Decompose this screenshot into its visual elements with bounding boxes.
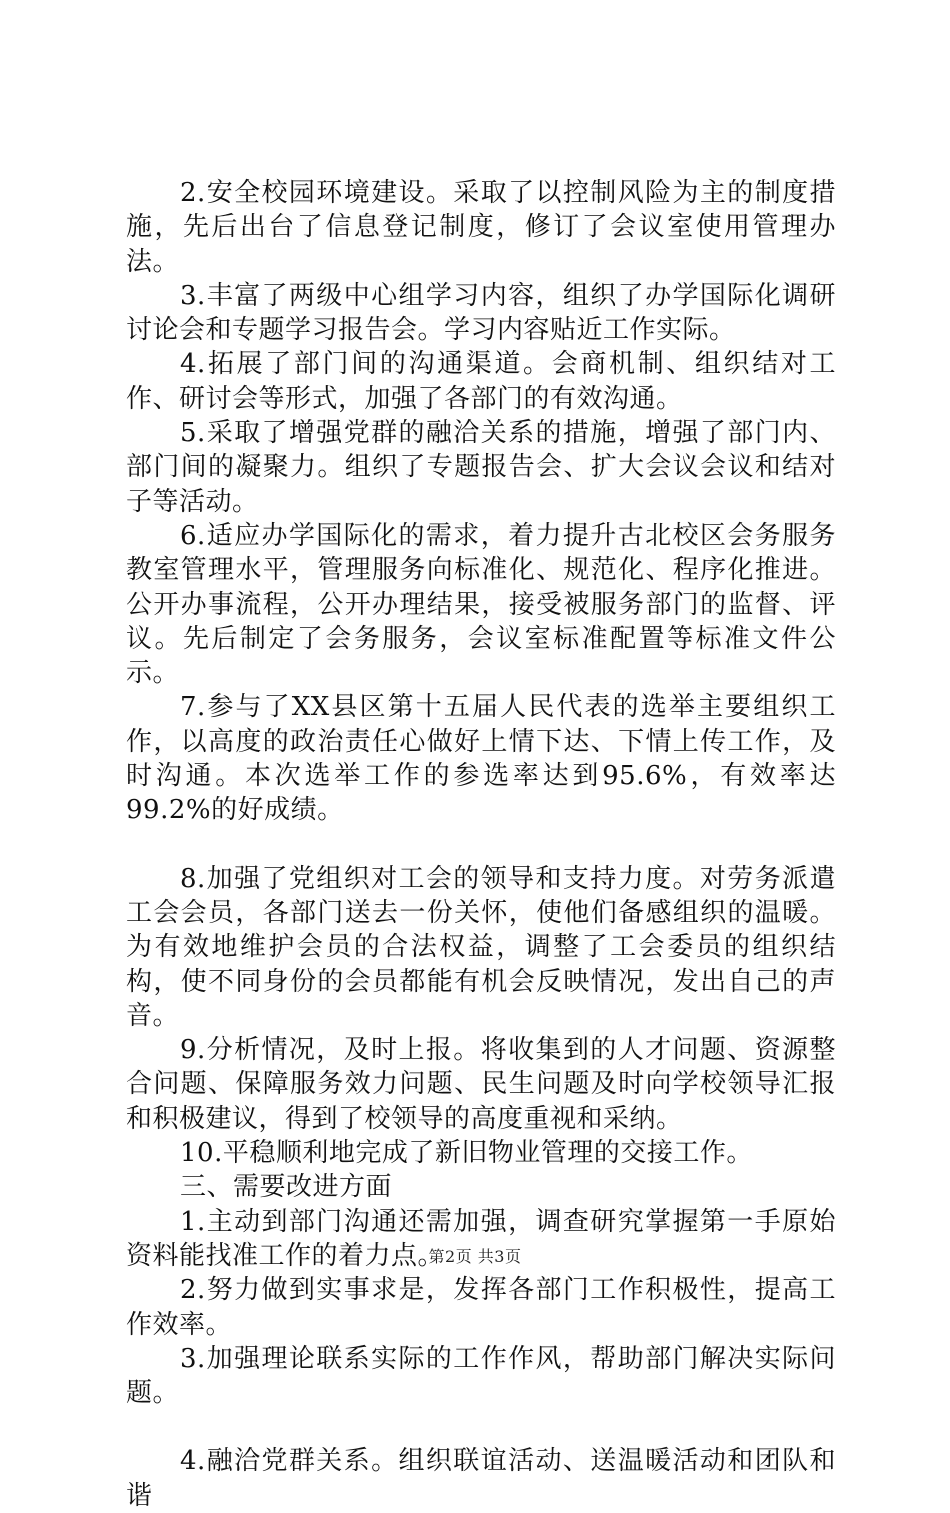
- improvement-item-4: 4.融洽党群关系。组织联谊活动、送温暖活动和团队和谐: [126, 1446, 836, 1511]
- paragraph-spacer: [126, 828, 836, 862]
- improvement-item-1: 1.主动到部门沟通还需加强，调查研究掌握第一手原始资料能找准工作的着力点。: [126, 1206, 836, 1271]
- document-body: [126, 176, 836, 1513]
- paragraph-item-3: 3.丰富了两级中心组学习内容，组织了办学国际化调研讨论会和专题学习报告会。学习内容贴近工作实际。: [126, 280, 836, 346]
- paragraph-item-8: 8.加强了党组织对工会的领导和支持力度。对劳务派遣工会会员，各部门送去一份关怀，使他们备感组织的温暖。为有效地维护会员的合法权益，调整了工会委员的组织结构，使不同身份的会员都能有机会反映情况，发出自己的声音。: [126, 863, 836, 1031]
- paragraph-item-10: 10.平稳顺利地完成了新旧物业管理的交接工作。: [180, 1138, 753, 1169]
- improvement-item-2: 2.努力做到实事求是，发挥各部门工作积极性，提高工作效率。: [126, 1275, 836, 1340]
- paragraph-item-6: 6.适应办学国际化的需求，着力提升古北校区会务服务教室管理水平，管理服务向标准化、规范化、程序化推进。公开办事流程，公开办理结果，接受被服务部门的监督、评议。先后制定了会务服务，会议室标准配置等标准文件公示。: [126, 520, 836, 689]
- improvement-item-3: 3.加强理论联系实际的工作作风，帮助部门解决实际问题。: [126, 1343, 836, 1409]
- paragraph-item-9: 9.分析情况，及时上报。将收集到的人才问题、资源整合问题、保障服务效力问题、民生问题及时向学校领导汇报和积极建议，得到了校领导的高度重视和采纳。: [126, 1035, 836, 1134]
- paragraph-spacer: [126, 1410, 836, 1444]
- page-footer: 第2页 共3页: [428, 1247, 522, 1266]
- paragraph-item-7: 7.参与了XX县区第十五届人民代表的选举主要组织工作，以高度的政治责任心做好上情下达、下情上传工作，及时沟通。本次选举工作的参选率达到95.6%，有效率达99.2%的好成绩。: [126, 692, 836, 826]
- paragraph-item-4: 4.拓展了部门间的沟通渠道。会商机制、组织结对工作、研讨会等形式，加强了各部门的有效沟通。: [126, 349, 836, 414]
- paragraph-item-5: 5.采取了增强党群的融洽关系的措施，增强了部门内、部门间的凝聚力。组织了专题报告会、扩大会议会议和结对子等活动。: [126, 418, 836, 517]
- section-heading: 三、需要改进方面: [180, 1172, 393, 1203]
- paragraph-item-2: 2.安全校园环境建设。采取了以控制风险为主的制度措施，先后出台了信息登记制度，修订了会议室使用管理办法。: [126, 178, 836, 277]
